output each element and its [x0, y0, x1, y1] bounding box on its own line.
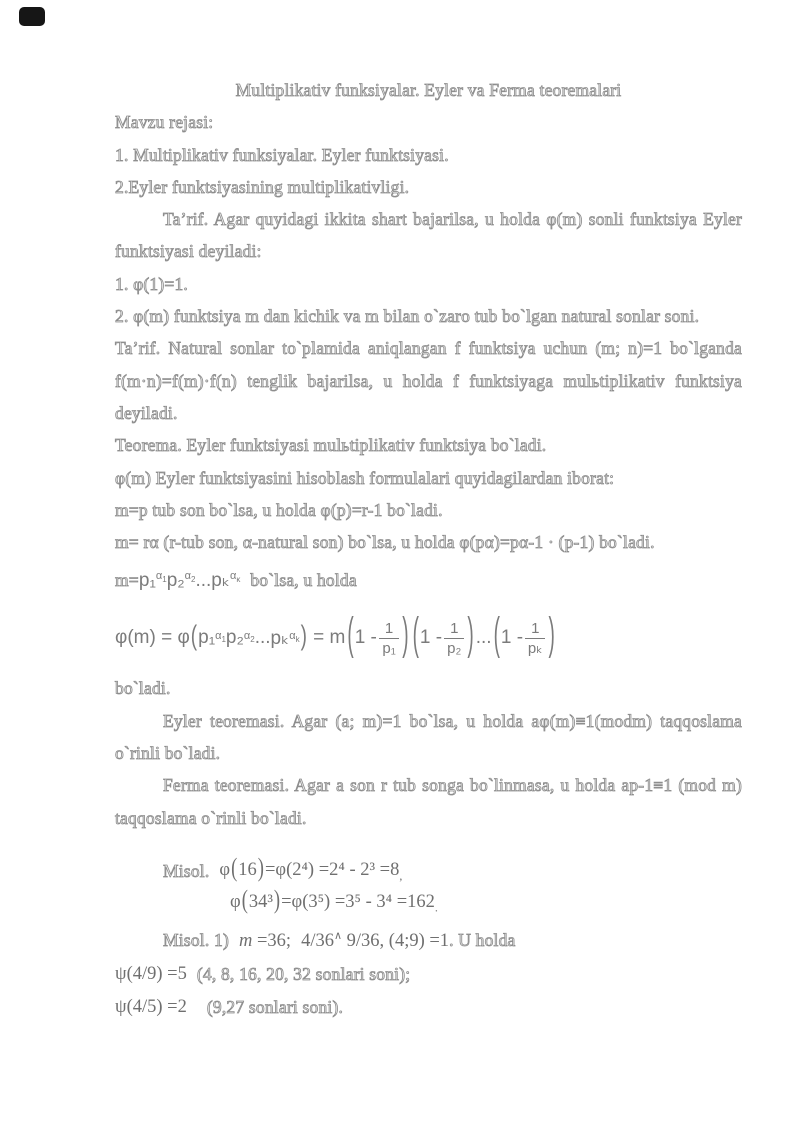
factorization-equation: p₁$^{\alpha_1}$p₂$^{\alpha_2}$...pₖ$^{\alpha_\kappa}$: [138, 569, 241, 591]
factor-2: ( 1 - $\frac{1}{\text{p₂}}$ ): [412, 611, 474, 661]
example-2-equation: $\varphi(34^3)=\varphi(3^5) =3^5 - 3^4 =162_.$: [230, 885, 438, 915]
psi-2-row: [115, 997, 742, 1018]
condition-2: 2. φ(m) funktsiya m dan kichik va m bilan o`zaro tub bo`lgan natural sonlar soni.: [115, 306, 700, 327]
condition-1: 1. φ(1)=1.: [115, 273, 188, 294]
example-3-tail: . U holda: [449, 930, 516, 951]
factorization-line: [115, 560, 742, 600]
case-prime: m=p tub son bo`lsa, u holda φ(p)=r-1 bo`ladi.: [115, 499, 443, 520]
page-corner-mark: [19, 7, 45, 26]
factor-1: ( 1 - $\frac{1}{\text{p₁}}$ ): [347, 611, 409, 661]
psi-1-row: [115, 964, 742, 985]
tarif-1-paragraph: Taʼrif. Agar quyidagi ikkita shart bajarilsa, u holda φ(m) sonli funktsiya Eyler funktsiyasi deyiladi:: [115, 209, 742, 262]
fermat-theorem-paragraph: Ferma teoremasi. Agar a son r tub songa bo`linmasa, u holda ap-1≡1 (mod m) taqqoslama o`rinli bo`ladi.: [115, 775, 742, 828]
misol-label: Misol.: [163, 861, 210, 882]
psi-1-equation: ψ(4/9) =5: [115, 964, 187, 985]
psi-2-equation: ψ(4/5) =2: [115, 997, 187, 1018]
example-3-equation: m =36; 4/36∧ 9/36, (4;9) =1: [238, 930, 450, 952]
example-3-row: [115, 929, 742, 952]
document-content: [115, 74, 742, 1018]
teorema-line: Teorema. Eyler funktsiyasi mulьtiplikativ funktsiya bo`ladi.: [115, 435, 547, 456]
big-close-paren: ): [300, 621, 307, 652]
example-1-equation: $\varphi(16)=\varphi(2^4) =2^4 - 2^3 =8_,$: [219, 854, 403, 884]
document-title: Multiplikativ funksiyalar. Eyler va Ferma teoremalari: [235, 80, 622, 100]
factor-k: ( 1 - $\frac{1}{\text{pₖ}}$ ): [493, 611, 555, 661]
plan-heading: Mavzu rejasi:: [115, 112, 214, 133]
psi-2-note: (9,27 sonlari soni).: [206, 997, 344, 1018]
case-prime-power: m= rα (r-tub son, α-natural son) bo`lsa, u holda φ(pα)=pα-1 · (p-1) bo`ladi.: [115, 532, 655, 553]
misol-1-label: Misol. 1): [163, 930, 229, 951]
tarif-2-paragraph: Taʼrif. Natural sonlar to`plamida aniqlangan f funktsiya uchun (m; n)=1 bo`lganda f(m·n)=f(m)·f(n) tenglik bajarilsa, u holda f funktsiyaga mulьtiplikativ funktsiya deyiladi.: [115, 338, 742, 423]
example-1-row: [115, 854, 742, 884]
euler-phi-formula: φ(m) = φ ( p₁ $\alpha_1$ p₂ $\alpha_2$ ... pₖ $\alpha_k$ ) = m ( 1 - $\frac{1}{\text{p₁}}$ ) ( 1 - $\frac{1}{\text{p₂}}$ ) ... ( 1 - $\frac{1}{\text{pₖ}}$ ): [115, 611, 555, 661]
euler-theorem-paragraph: Eyler teoremasi. Agar (a; m)=1 bo`lsa, u holda aφ(m)≡1(modm) taqqoslama o`rinli bo`ladi.: [115, 710, 742, 764]
formulas-intro: φ(m) Eyler funktsiyasini hisoblash formulalari quyidagilardan iborat:: [115, 467, 615, 488]
examples-block: [115, 854, 742, 1019]
factor-dots: ...: [475, 627, 492, 649]
example-2-row: [115, 885, 742, 916]
plan-item-2: 2.Eyler funktsiyasining multiplikativligi.: [115, 176, 410, 197]
factorization-suffix: bo`lsa, u holda: [250, 569, 357, 590]
big-open-paren: (: [190, 621, 198, 652]
phi-lhs: φ(m): [115, 627, 156, 649]
boladi-line: bo`ladi.: [115, 678, 171, 699]
factorization-prefix: m=: [115, 569, 139, 590]
psi-1-note: (4, 8, 16, 20, 32 sonlari soni);: [196, 964, 411, 985]
plan-item-1: 1. Multiplikativ funksiyalar. Eyler funktsiyasi.: [115, 144, 449, 165]
